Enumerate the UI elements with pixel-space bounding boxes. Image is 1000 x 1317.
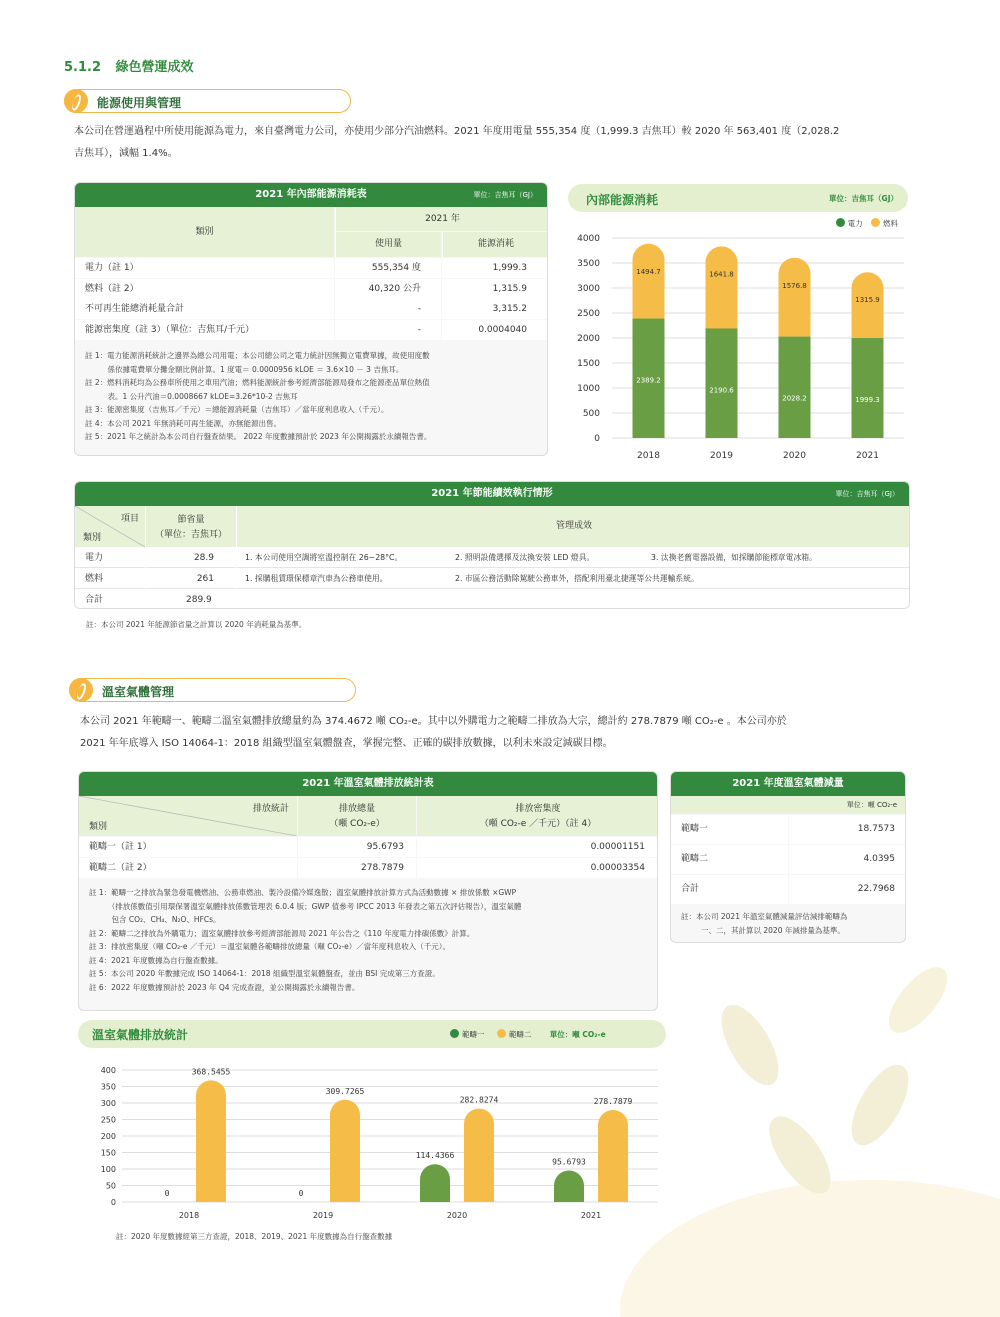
ghg-header-density [417, 796, 658, 836]
electric-bar-segment [779, 337, 811, 438]
energy-chart-unit: 單位：吉焦耳（GJ） [829, 194, 898, 203]
ghg-table-notes [89, 886, 521, 994]
background-decoration [620, 1180, 1000, 1317]
section-heading [64, 56, 194, 75]
header-category-label: 類別 [195, 227, 214, 237]
reduction-unit-row [671, 796, 906, 814]
note-line: 一、二，其計算以 2020 年減排量為基準。 [701, 925, 845, 935]
scope1-bar [420, 1164, 450, 1202]
row-label: 燃料（註 2） [75, 279, 334, 299]
y-tick-label: 500 [582, 409, 600, 419]
saving-header-mgmt [237, 506, 910, 547]
y-tick-label: 3500 [577, 259, 600, 269]
row-energy: 1,315.9 [442, 279, 548, 299]
ghg-row-label: 範疇二（註 2） [79, 858, 297, 878]
energy-saving-table [74, 481, 910, 609]
ghg-row-density: 0.00001151 [417, 837, 658, 857]
energy-table-row [75, 279, 548, 299]
y-tick-label: 100 [100, 1165, 116, 1174]
ghg-chart-title: 溫室氣體排放統計 [92, 1028, 189, 1042]
electric-value-label: 2389.2 [636, 376, 661, 385]
energy-table-row [75, 320, 548, 340]
y-tick-label: 200 [100, 1132, 116, 1141]
section-number: 5.1.2 [64, 60, 102, 75]
scope2-bar [598, 1110, 628, 1202]
header-usage-label: 使用量 [374, 239, 402, 249]
fuel-bar-segment [852, 272, 884, 338]
electric-value-label: 2190.6 [709, 386, 734, 395]
saving-table-row [75, 569, 910, 589]
note-line: 註 4：本公司 2021 年無消耗可再生能源，亦無能源出售。 [85, 418, 282, 428]
ghg-paragraph [80, 711, 920, 755]
note-line: 註 1：電力能源消耗統計之邊界為總公司用電；本公司總公司之電力統計因無獨立電費單據，故使用度數 [85, 351, 430, 360]
note-line: 註 5：2021 年之統計為本公司自行盤查結果。 2022 年度數據預計於 2023 年公開揭露於永續報告書。 [85, 432, 432, 441]
energy-table-title-bar [75, 183, 547, 207]
fuel-value-label: 1576.8 [782, 281, 807, 290]
legend-fuel-label: 燃料 [883, 219, 898, 228]
note-line: 係依據電費單分攤金額比例計算。1 度電＝ 0.0000956 kLOE ＝ 3.6×10 － 3 吉焦耳。 [85, 364, 404, 374]
scope2-bar [196, 1080, 226, 1202]
note-line: 註 2：燃料消耗均為公務車所使用之車用汽油；燃料能源統計參考經濟部能源局發布之能源產品單位熱值 [85, 378, 430, 387]
saving-header-category-label: 類別 [83, 533, 102, 543]
measure-2: 2. 照明設備選擇及汰換安裝 LED 燈具。 [455, 553, 595, 562]
saving-header-amount [146, 506, 236, 547]
row-energy: 1,999.3 [442, 258, 548, 278]
y-tick-label: 3000 [577, 284, 600, 294]
y-tick-label: 350 [100, 1082, 116, 1092]
electric-bar-segment [706, 328, 738, 438]
header-year-label: 2021 年 [425, 214, 460, 224]
y-tick-label: 150 [100, 1148, 116, 1158]
energy-table-row [75, 299, 548, 319]
row-usage: - [335, 299, 441, 319]
energy-table-row [75, 258, 548, 278]
reduction-row-value: 4.0395 [789, 845, 906, 874]
legend-scope2-label: 範疇二 [508, 1030, 532, 1039]
row-label: 電力（註 1） [75, 258, 334, 278]
y-tick-label: 50 [105, 1181, 116, 1191]
electric-bar-segment [852, 338, 884, 438]
energy-heading: 能源使用與管理 [97, 96, 182, 110]
section-title: 綠色營運成效 [115, 60, 194, 75]
note-line: 註 1：範疇一之排放為緊急發電機燃油、公務車燃油、製冷設備冷媒逸散；溫室氣體排放計算方式為活動數據 × 排放係數 ×GWP [89, 888, 517, 897]
bar-value-label: 0 [298, 1189, 304, 1198]
y-tick-label: 4000 [577, 234, 600, 244]
ghg-header-category-label: 類別 [89, 822, 108, 832]
y-tick-label: 250 [100, 1115, 116, 1125]
leaf-decoration [878, 958, 957, 1042]
measure-1: 1. 採購租賃環保標章汽車為公務車使用。 [245, 574, 388, 583]
y-tick-label: 0 [594, 434, 600, 444]
ghg-table-title: 2021 年溫室氣體排放統計表 [302, 778, 434, 789]
x-tick-label: 2020 [783, 451, 806, 461]
bar-value-label: 282.8274 [459, 1095, 499, 1105]
legend-scope1-label: 範疇一 [462, 1030, 485, 1039]
energy-table-title: 2021 年內部能源消耗表 [255, 189, 367, 200]
x-tick-label: 2020 [446, 1211, 468, 1220]
saving-table-title: 2021 年節能績效執行情形 [431, 488, 553, 499]
saving-row-label: 燃料 [75, 569, 145, 589]
y-tick-label: 1500 [577, 359, 600, 369]
scope2-bar [330, 1100, 360, 1202]
fuel-value-label: 1641.8 [709, 270, 734, 279]
bar-value-label: 309.7265 [325, 1086, 365, 1096]
fuel-bar-segment [633, 244, 665, 319]
reduction-title: 2021 年度溫室氣體減量 [732, 778, 844, 789]
note-line: 註 5：本公司 2020 年數據完成 ISO 14064-1：2018 組織型溫室氣體盤查，並由 BSI 完成第三方查證。 [89, 969, 440, 978]
bar-value-label: 278.7879 [593, 1097, 633, 1106]
energy-heading-pill [64, 89, 351, 113]
energy-paragraph-line: 本公司在營運過程中所使用能源為電力，來自臺灣電力公司，亦使用少部分汽油燃料。2021 年度用電量 555,354 度（1,999.3 吉焦耳）較 2020 年 563,401 度（2,028.2 [74, 126, 840, 137]
x-tick-label: 2018 [637, 451, 660, 461]
energy-table-unit: 單位：吉焦耳（GJ） [473, 191, 537, 199]
ghg-header-stat [79, 796, 297, 836]
saving-note: 註：本公司 2021 年能源節省量之計算以 2020 年消耗量為基準。 [86, 620, 307, 629]
header-energy-label: 能源消耗 [477, 239, 514, 249]
scope1-bar [554, 1170, 584, 1202]
ghg-header-total [298, 796, 416, 836]
measure-3: 3. 汰換老舊電器設備，如採購節能標章電冰箱。 [651, 553, 817, 562]
y-tick-label: 2000 [577, 334, 600, 344]
note-line: （排放係數值引用環保署溫室氣體排放係數管理表 6.0.4 版；GWP 值參考 IPCC 2013 年發表之第五次評估報告），溫室氣體 [89, 901, 522, 911]
ghg-table-row [79, 837, 658, 857]
fuel-bar-segment [706, 246, 738, 328]
saving-row-value: 28.9 [146, 548, 236, 568]
ghg-row-total: 95.6793 [298, 837, 416, 857]
reduction-row-value: 18.7573 [789, 815, 906, 844]
measure-1: 1. 本公司使用空調將室溫控制在 26~28°C。 [245, 553, 403, 562]
ghg-row-label: 範疇一（註 1） [79, 837, 297, 857]
ghg-chart-legend [450, 1029, 606, 1040]
ghg-chart-note: 註：2020 年度數據經第三方查證，2018、2019、2021 年度數據為自行盤查數據 [116, 1232, 393, 1241]
ghg-emission-table [78, 771, 658, 1011]
ghg-table-title-bar [79, 772, 657, 796]
ghg-row-total: 278.7879 [298, 858, 416, 878]
ghg-chart-unit: 單位：噸 CO₂-e [549, 1030, 606, 1039]
energy-chart-panel [568, 184, 908, 466]
saving-header-mgmt-label: 管理成效 [555, 521, 592, 531]
saving-table-unit: 單位：吉焦耳（GJ） [835, 490, 899, 498]
saving-table-row [75, 590, 910, 609]
wheat-icon [64, 89, 88, 113]
row-energy: 0.0004040 [442, 320, 548, 340]
energy-table-notes [85, 349, 431, 444]
bar-value-label: 95.6793 [552, 1157, 586, 1167]
energy-table-grid [75, 207, 547, 339]
fuel-value-label: 1494.7 [636, 267, 661, 276]
reduction-row-label: 合計 [671, 875, 788, 904]
note-line: 註 4：2021 年度數據為自行盤查數據。 [89, 955, 223, 965]
reduction-note [681, 910, 847, 937]
bar-value-label: 114.4366 [415, 1151, 455, 1161]
row-usage: - [335, 320, 441, 340]
saving-header-amount-label: 節省量 [177, 515, 205, 525]
row-usage: 40,320 公升 [335, 279, 441, 299]
note-line: 註：本公司 2021 年溫室氣體減量評估減排範疇為 [681, 912, 848, 921]
energy-consumption-table [74, 182, 548, 456]
legend-electric-label: 電力 [847, 219, 863, 228]
energy-table-header-category [75, 207, 334, 257]
ghg-header-stat-label: 排放統計 [252, 804, 289, 814]
y-tick-label: 2500 [577, 309, 600, 319]
fuel-value-label: 1315.9 [855, 296, 880, 305]
fuel-bar-segment [779, 258, 811, 337]
reduction-row-label: 範疇一 [671, 815, 788, 844]
ghg-reduction-table [670, 771, 906, 943]
ghg-heading: 溫室氣體管理 [102, 685, 175, 699]
saving-row-value: 261 [146, 569, 236, 589]
saving-header-item [75, 506, 145, 547]
note-line: 表。1 公升汽油＝0.0008667 kLOE=3.26*10-2 吉焦耳 [85, 391, 298, 401]
x-tick-label: 2018 [178, 1211, 200, 1220]
saving-header-amount-unit: （單位：吉焦耳） [154, 530, 227, 540]
energy-table-header-usage [335, 232, 441, 257]
note-line: 註 6：2022 年度數據預計於 2023 年 Q4 完成查證，並公開揭露於永續報告書。 [89, 982, 360, 992]
ghg-heading-pill [69, 678, 356, 702]
row-label: 不可再生能總消耗量合計 [75, 299, 334, 319]
measure-2: 2. 市區公務活動除駕駛公務車外，搭配利用臺北捷運等公共運輸系統。 [455, 574, 699, 583]
note-line: 註 3：排放密集度（噸 CO₂-e ／千元）＝溫室氣體各範疇排放總量（噸 CO₂-e）／當年度利息收入（千元）。 [89, 942, 450, 951]
energy-paragraph-line: 吉焦耳），減幅 1.4%。 [74, 148, 178, 159]
y-tick-label: 1000 [577, 384, 600, 394]
saving-table-title-bar [75, 482, 909, 506]
saving-row-value: 289.9 [146, 590, 236, 609]
leaf-decoration [840, 1056, 920, 1154]
bar-value-label: 0 [164, 1189, 170, 1198]
reduction-unit: 單位：噸 CO₂-e [846, 801, 897, 809]
reduction-row-label: 範疇二 [671, 845, 788, 874]
saving-header-item-label: 項目 [120, 514, 139, 524]
legend-scope2-dot [497, 1029, 506, 1038]
ghg-chart-svg [78, 1058, 666, 1250]
ghg-header-total-label: 排放總量 [338, 804, 375, 814]
row-energy: 3,315.2 [442, 299, 548, 319]
ghg-paragraph-line: 2021 年年底導入 ISO 14064-1：2018 組織型溫室氣體盤查，掌握完整、正確的碳排放數據，以利未來設定減碳目標。 [80, 738, 613, 749]
saving-row-mgmt [237, 569, 910, 589]
y-tick-label: 300 [100, 1099, 116, 1108]
note-line: 包含 CO₂、CH₄、N₂O、HFCs。 [89, 915, 221, 924]
row-usage: 555,354 度 [335, 258, 441, 278]
ghg-chart-panel [78, 1020, 666, 1250]
y-tick-label: 400 [100, 1066, 116, 1075]
x-tick-label: 2019 [312, 1211, 334, 1220]
saving-table-row [75, 548, 910, 568]
electric-value-label: 1999.3 [855, 396, 880, 405]
ghg-table-row [79, 858, 658, 878]
bar-value-label: 368.5455 [191, 1067, 231, 1077]
energy-chart-svg [568, 224, 908, 464]
note-line: 註 2：範疇二之排放為外購電力；溫室氣體排放參考經濟部能源局 2021 年公告之《110 年度電力排碳係數》計算。 [89, 928, 475, 938]
electric-value-label: 2028.2 [782, 394, 807, 403]
saving-row-label: 電力 [75, 548, 145, 568]
saving-row-mgmt [237, 548, 910, 568]
scope2-bar [464, 1109, 494, 1202]
energy-table-header-energy [442, 232, 548, 257]
reduction-row-value: 22.7968 [789, 875, 906, 904]
row-label: 能源密集度（註 3）（單位：吉焦耳/千元） [75, 320, 334, 340]
energy-paragraph [74, 121, 924, 165]
ghg-header-density-label: 排放密集度 [515, 804, 561, 814]
energy-table-header-year [335, 207, 548, 231]
note-line: 註 3：能源密集度（吉焦耳／千元）＝總能源消耗量（吉焦耳）／當年度利息收入（千元）。 [85, 405, 389, 414]
ghg-header-density-unit: （噸 CO₂-e ／千元）（註 4） [479, 819, 597, 829]
x-tick-label: 2021 [580, 1211, 602, 1220]
x-tick-label: 2019 [710, 451, 733, 461]
x-tick-label: 2021 [856, 451, 879, 461]
saving-row-label: 合計 [75, 590, 145, 609]
ghg-header-total-unit: （噸 CO₂-e） [329, 819, 385, 829]
leaf-decoration [710, 996, 790, 1094]
reduction-title-bar [671, 772, 905, 796]
wheat-icon [69, 678, 93, 702]
y-tick-label: 0 [110, 1198, 116, 1207]
legend-scope1-dot [450, 1029, 459, 1038]
ghg-paragraph-line: 本公司 2021 年範疇一、範疇二溫室氣體排放總量約為 374.4672 噸 CO₂-e。其中以外購電力之範疇二排放為大宗，總計約 278.7879 噸 CO₂-e 。本公司亦於 [80, 716, 787, 727]
ghg-row-density: 0.00003354 [417, 858, 658, 878]
saving-row-mgmt [237, 590, 910, 609]
energy-chart-title: 內部能源消耗 [586, 193, 659, 207]
